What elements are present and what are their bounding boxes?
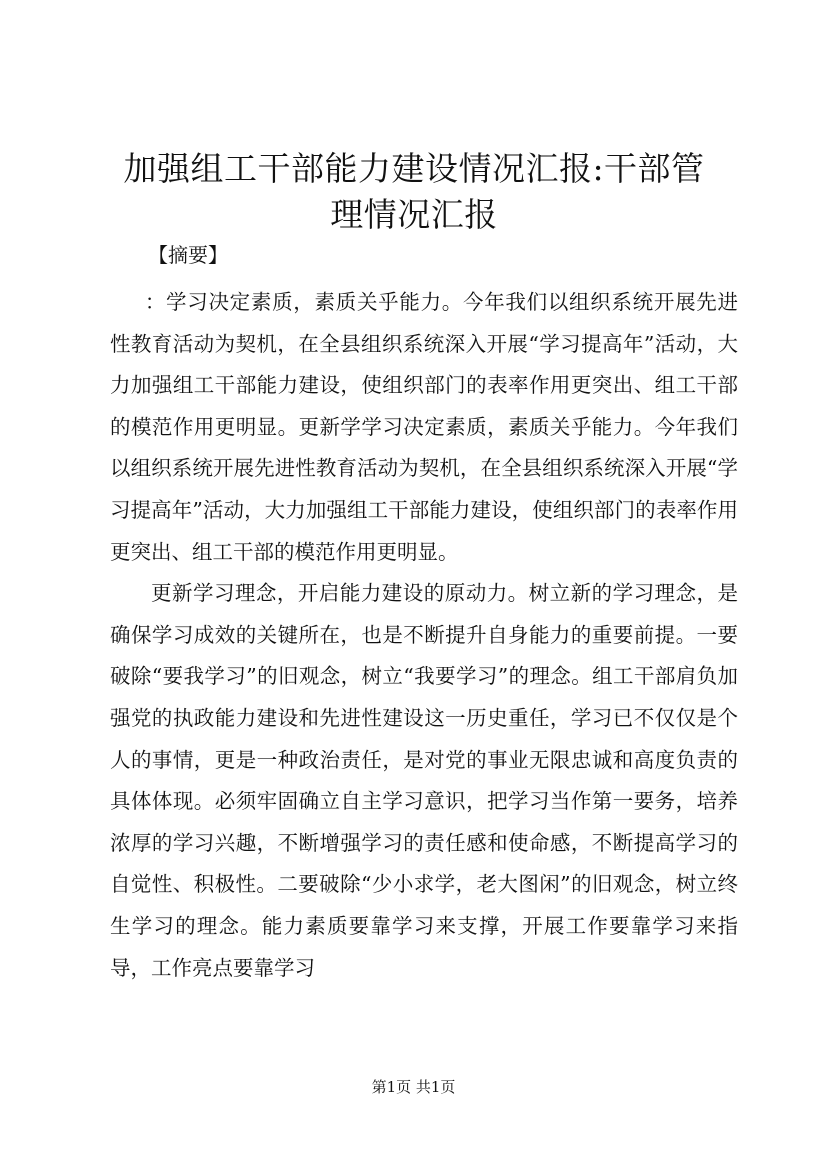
document-body bbox=[110, 282, 738, 989]
paragraph-abstract: ：学习决定素质，素质关乎能力。今年我们以组织系统开展先进性教育活动为契机，在全县组织系统深入开展“学习提高年”活动，大力加强组工干部能力建设，使组织部门的表率作用更突出、组工干部的模范作用更明显。更新学学习决定素质，素质关乎能力。今年我们以组织系统开展先进性教育活动为契机，在全县组织系统深入开展“学习提高年”活动，大力加强组工干部能力建设，使组织部门的表率作用更突出、组工干部的模范作用更明显。 bbox=[110, 290, 738, 564]
abstract-label: 【摘要】 bbox=[148, 243, 228, 267]
page-footer: 第1页 共1页 bbox=[371, 1078, 456, 1096]
document-title: 加强组工干部能力建设情况汇报:干部管理情况汇报 bbox=[123, 149, 705, 234]
paragraph-learning-concept: 更新学习理念，开启能力建设的原动力。树立新的学习理念，是确保学习成效的关键所在，也是不断提升自身能力的重要前提。一要破除“要我学习”的旧观念，树立“我要学习”的理念。组工干部肩负加强党的执政能力建设和先进性建设这一历史重任，学习已不仅仅是个人的事情，更是一种政治责任，是对党的事业无限忠诚和高度负责的具体体现。必须牢固确立自主学习意识，把学习当作第一要务，培养浓厚的学习兴趣，不断增强学习的责任感和使命感，不断提高学习的自觉性、积极性。二要破除“少小求学，老大图闲”的旧观念，树立终生学习的理念。能力素质要靠学习来支撑，开展工作要靠学习来指导，工作亮点要靠学习 bbox=[110, 581, 738, 980]
